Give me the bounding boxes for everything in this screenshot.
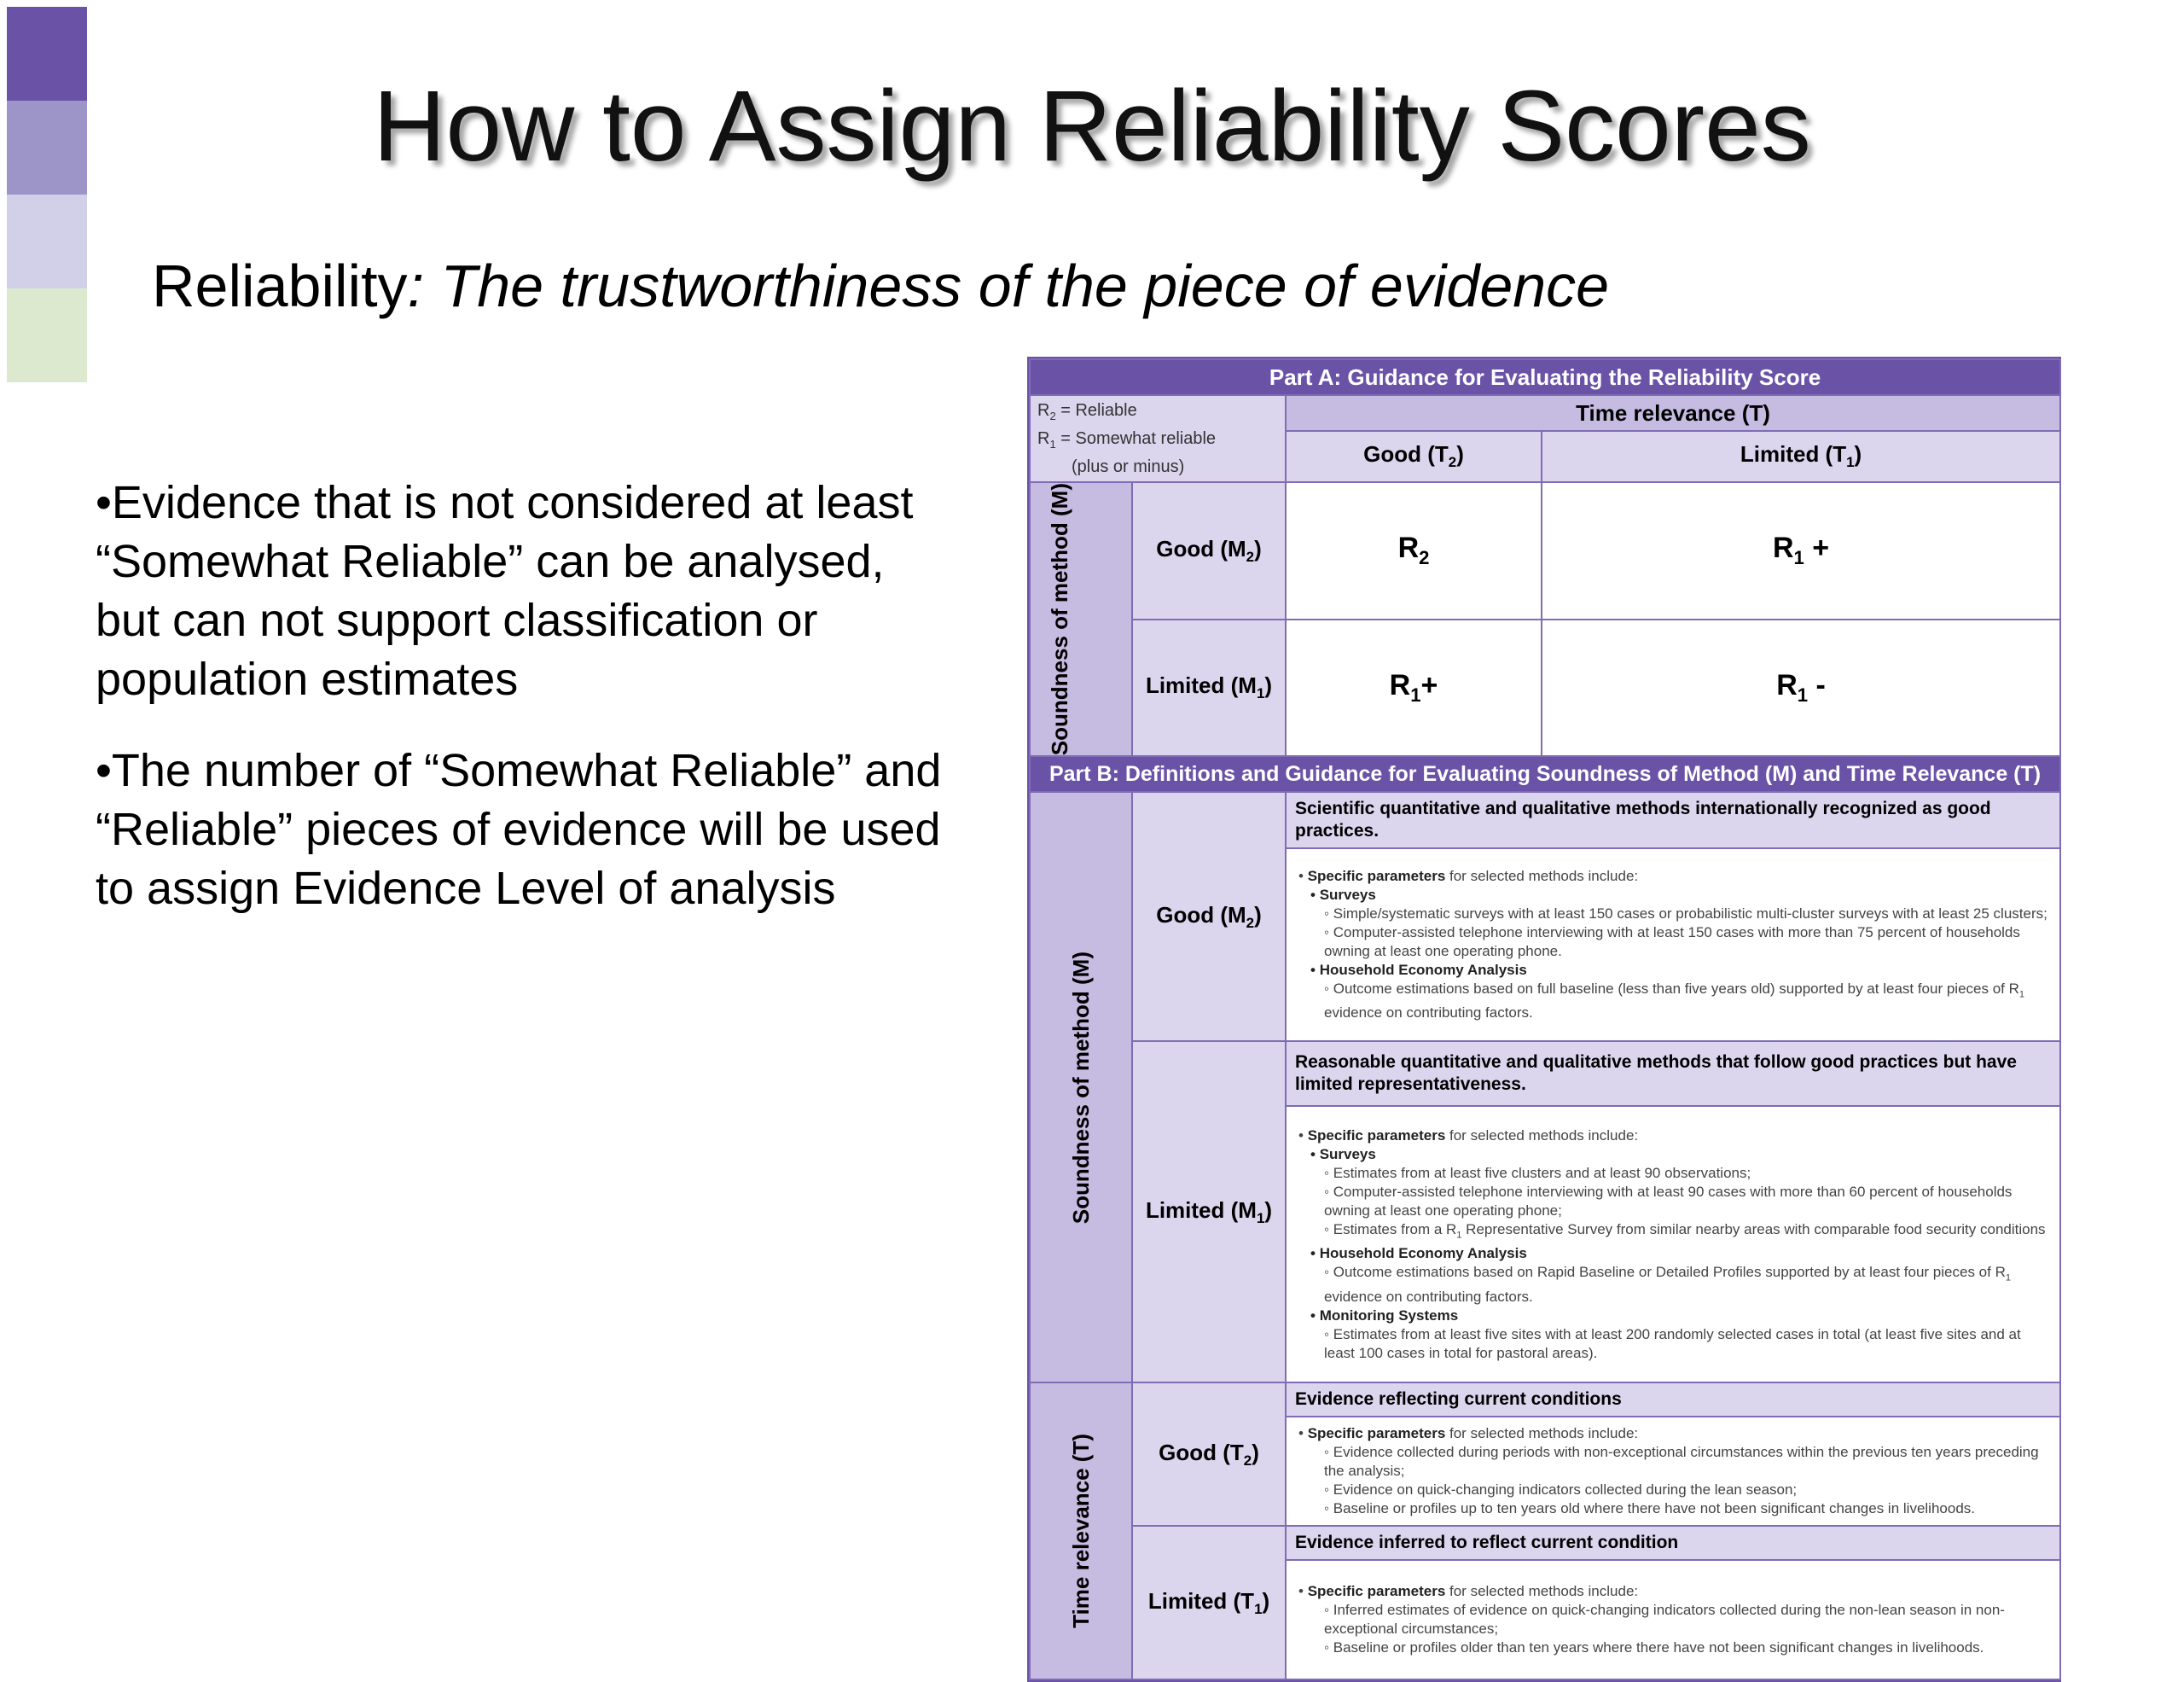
row-header-good: Good $(M_2)$ (1132, 482, 1286, 620)
time-long-label: Time relevance (T) (1030, 1382, 1132, 1679)
bullet-list (96, 474, 949, 951)
slide-subtitle (152, 247, 1609, 324)
col-header-limited: Limited $(T_1)$ (1542, 431, 2060, 482)
b-limited-t-label: Limited $(T_1)$ (1132, 1526, 1286, 1679)
bullet-item: •The number of “Somewhat Reliable” and “Reliable” pieces of evidence will be used to assign Evidence Level of analysis (96, 745, 942, 914)
b-limited-t-details: • Specific parameters for selected methods include: ◦ Inferred estimates of evidence on quick-changing indicators collected during the non-lean season in non-exceptional circumstances; ◦ Baseline or profiles older than ten years where there have not been significant changes in livelihoods. (1286, 1560, 2060, 1679)
b-good-t-heading: Evidence reflecting current conditions (1286, 1382, 2060, 1417)
score-legend: $R_2$ = Reliable $R_1$ = Somewhat reliable (plus or minus) (1030, 395, 1286, 482)
deco-block-4 (7, 288, 87, 382)
bullet-item: •Evidence that is not considered at least “Somewhat Reliable” can be analysed, but can not support classification or population estimates (96, 477, 914, 705)
part-b-header: Part B: Definitions and Guidance for Evaluating Soundness of Method (M) and Time Relevance (T) (1030, 756, 2060, 792)
b-good-t-details: • Specific parameters for selected methods include: ◦ Evidence collected during periods with non-exceptional circumstances within the previous ten years preceding the analysis; ◦ Evidence on quick-changing indicators collected during the lean season; ◦ Baseline or profiles up to ten years old where there have not been significant changes in livelihoods. (1286, 1417, 2060, 1526)
score-good-limited: $R_1$ + (1542, 482, 2060, 620)
soundness-axis-label: Soundness of method (M) (1030, 482, 1132, 756)
b-good-m-details: • Specific parameters for selected methods include: • Surveys ◦ Simple/systematic surveys with at least 150 cases or probabilistic multi-cluster surveys with at least 25 clusters; ◦ Computer-assisted telephone interviewing with at least 150 cases with more than 75 percent of households owning at least one operating phone. • Household Economy Analysis ◦ Outcome estimations based on full baseline (less than five years old) supported by at least four pieces of $R_1$ evidence on contributing factors. (1286, 848, 2060, 1041)
soundness-long-label: Soundness of method (M) (1030, 792, 1132, 1382)
b-good-m-heading: Scientific quantitative and qualitative methods internationally recognized as good practices. (1286, 792, 2060, 848)
b-limited-m-details: • Specific parameters for selected methods include: • Surveys ◦ Estimates from at least five clusters and at least 90 observations; ◦ Computer-assisted telephone interviewing with at least 90 cases with more than 60 percent of households owning at least one operating phone; ◦ Estimates from a $R_1$ Representative Survey from similar nearby areas with comparable food security conditions • Household Economy Analysis ◦ Outcome estimations based on Rapid Baseline or Detailed Profiles supported by at least four pieces of $R_1$ evidence on contributing factors. • Monitoring Systems ◦ Estimates from at least five sites with at least 200 randomly selected cases in total (at least five sites and at least 100 cases in total for pastoral areas). (1286, 1106, 2060, 1382)
col-header-good: Good $(T_2)$ (1286, 431, 1542, 482)
slide-title: How to Assign Reliability Scores (373, 70, 1811, 183)
b-limited-m-label: Limited $(M_1)$ (1132, 1041, 1286, 1382)
part-a-header: Part A: Guidance for Evaluating the Reliability Score (1030, 359, 2060, 395)
score-limited-limited: $R_1$ - (1542, 620, 2060, 757)
subtitle-definition: : The trustworthiness of the piece of evidence (407, 253, 1610, 319)
score-good-good: $R_2$ (1286, 482, 1542, 620)
row-header-limited: Limited $(M_1)$ (1132, 620, 1286, 757)
reliability-table (1027, 357, 2061, 1682)
decorative-color-bar (7, 7, 87, 382)
subtitle-term: Reliability (152, 253, 408, 319)
b-limited-m-heading: Reasonable quantitative and qualitative methods that follow good practices but have limited representativeness. (1286, 1041, 2060, 1106)
b-good-t-label: Good $(T_2)$ (1132, 1382, 1286, 1526)
b-good-m-label: Good $(M_2)$ (1132, 792, 1286, 1041)
score-limited-good: $R_1+$ (1286, 620, 1542, 757)
time-relevance-header: Time relevance (T) (1286, 395, 2060, 431)
deco-block-3 (7, 195, 87, 288)
b-limited-t-heading: Evidence inferred to reflect current condition (1286, 1526, 2060, 1560)
